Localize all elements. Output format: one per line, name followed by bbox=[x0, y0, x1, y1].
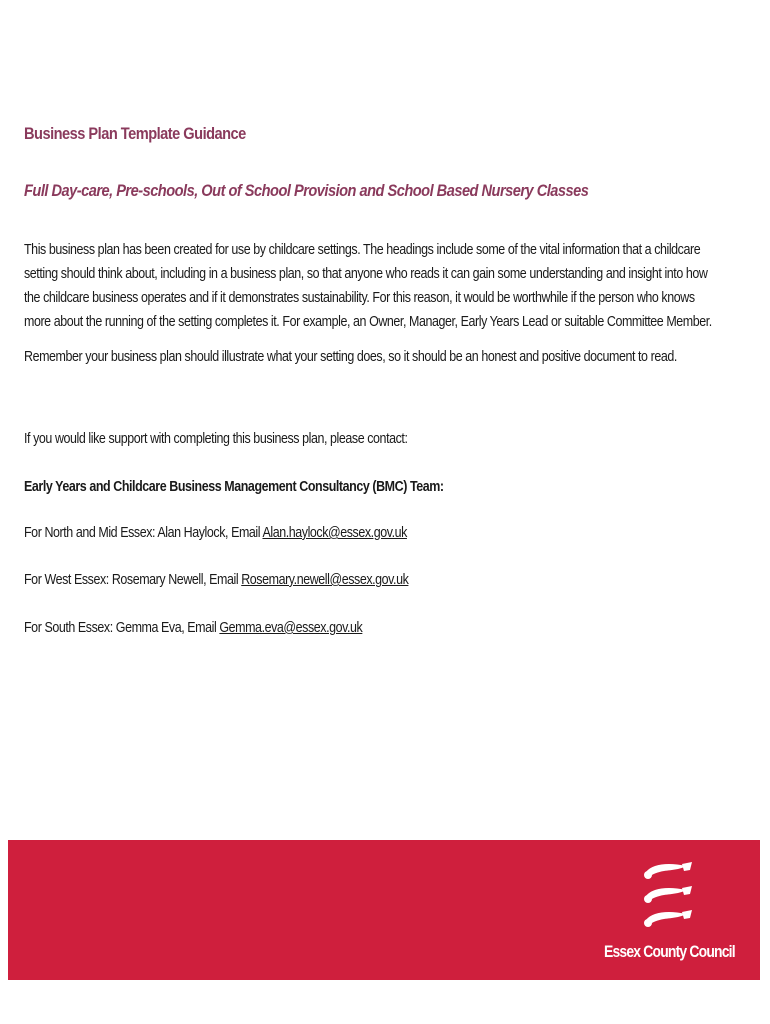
three-seaxes-icon bbox=[642, 858, 694, 930]
team-heading: Early Years and Childcare Business Management Consultancy (BMC) Team: bbox=[24, 479, 444, 495]
email-link-gemma-eva[interactable]: Gemma.eva@essex.gov.uk bbox=[219, 620, 363, 636]
contact-north-mid bbox=[24, 521, 407, 545]
logo-text: Essex County Council bbox=[604, 942, 735, 961]
essex-county-council-logo bbox=[604, 858, 744, 968]
intro-paragraph: This business plan has been created for use by childcare settings. The headings include some of the vital information that a childcare setting should think about, including in a business plan, so that anyone who reads it can gain some understanding and insight into how the childcare business operates and if it demonstrates sustainability. For this reason, it would be worthwhile if the person who knows more about the running of the setting completes it. For example, an Owner, Manager, Early Years Lead or suitable Committee Member. bbox=[24, 242, 712, 330]
contact-west bbox=[24, 568, 408, 592]
contact-label: For West Essex: Rosemary Newell, Email bbox=[24, 572, 242, 588]
email-link-alan-haylock[interactable]: Alan.haylock@essex.gov.uk bbox=[262, 525, 407, 541]
document-title: Business Plan Template Guidance bbox=[24, 124, 246, 143]
email-link-rosemary-newell[interactable]: Rosemary.newell@essex.gov.uk bbox=[241, 572, 409, 588]
contact-label: For South Essex: Gemma Eva, Email bbox=[24, 620, 220, 636]
contact-label: For North and Mid Essex: Alan Haylock, Email bbox=[24, 525, 263, 541]
document-subtitle: Full Day-care, Pre-schools, Out of School Provision and School Based Nursery Classes bbox=[24, 181, 589, 200]
footer-band bbox=[8, 840, 760, 980]
support-paragraph: If you would like support with completing this business plan, please contact: bbox=[24, 431, 408, 447]
remember-paragraph: Remember your business plan should illustrate what your setting does, so it should be an honest and positive document to read. bbox=[24, 349, 677, 365]
contact-south bbox=[24, 616, 362, 640]
